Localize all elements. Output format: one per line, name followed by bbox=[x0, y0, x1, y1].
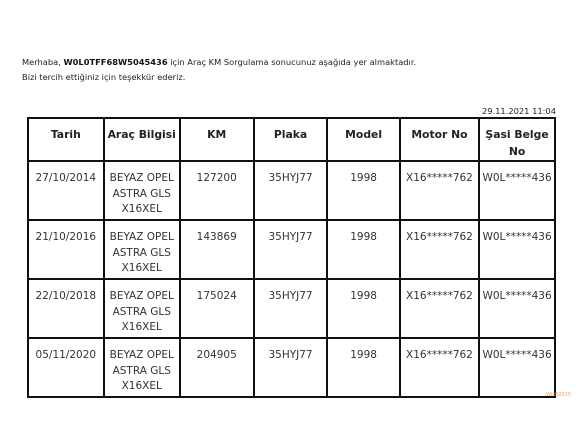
car-line: ASTRA GLS bbox=[112, 305, 171, 318]
cell-plate: 35HYJ77 bbox=[254, 279, 328, 338]
header-car-info: Araç Bilgisi bbox=[104, 118, 180, 161]
header-model: Model bbox=[327, 118, 399, 161]
vin-number: W0L0TFF68W5045436 bbox=[63, 57, 168, 67]
cell-motor-no: X16*****762 bbox=[400, 161, 479, 220]
table-row bbox=[28, 279, 555, 338]
header-date: Tarih bbox=[28, 118, 104, 161]
table-row bbox=[28, 338, 555, 397]
header-motor-no: Motor No bbox=[400, 118, 479, 161]
header-chassis-no: Şasi Belge No bbox=[479, 118, 555, 161]
cell-model: 1998 bbox=[327, 338, 399, 397]
cell-date: 21/10/2016 bbox=[28, 220, 104, 279]
header-plate: Plaka bbox=[254, 118, 328, 161]
car-line: BEYAZ OPEL bbox=[109, 231, 174, 243]
cell-model: 1998 bbox=[327, 279, 399, 338]
table-row bbox=[28, 161, 555, 220]
greeting-text: Merhaba, bbox=[22, 57, 64, 67]
cell-chassis-no: W0L*****436 bbox=[479, 220, 555, 279]
cell-car-info bbox=[104, 279, 180, 338]
car-line: X16XEL bbox=[121, 321, 162, 333]
header-km: KM bbox=[180, 118, 254, 161]
cell-plate: 35HYJ77 bbox=[254, 338, 328, 397]
cell-plate: 35HYJ77 bbox=[254, 220, 328, 279]
cell-km: 127200 bbox=[180, 161, 254, 220]
table-row bbox=[28, 220, 555, 279]
cell-model: 1998 bbox=[327, 161, 399, 220]
cell-km: 143869 bbox=[180, 220, 254, 279]
car-line: ASTRA GLS bbox=[112, 364, 171, 377]
car-line: X16XEL bbox=[121, 203, 162, 215]
cell-km: 175024 bbox=[180, 279, 254, 338]
km-history-table bbox=[27, 117, 556, 398]
cell-motor-no: X16*****762 bbox=[400, 338, 479, 397]
report-timestamp: 29.11.2021 11:04 bbox=[481, 106, 556, 116]
cell-car-info bbox=[104, 338, 180, 397]
cell-car-info bbox=[104, 220, 180, 279]
cell-chassis-no: W0L*****436 bbox=[479, 338, 555, 397]
car-line: X16XEL bbox=[121, 262, 162, 274]
car-line: BEYAZ OPEL bbox=[109, 349, 174, 361]
car-line: BEYAZ OPEL bbox=[109, 290, 174, 302]
watermark-text: Wix82025 bbox=[546, 392, 572, 398]
cell-car-info bbox=[104, 161, 180, 220]
greeting-line bbox=[22, 55, 416, 70]
cell-km: 204905 bbox=[180, 338, 254, 397]
cell-model: 1998 bbox=[327, 220, 399, 279]
thanks-line: Bizi tercih ettiğiniz için teşekkür ederiz. bbox=[22, 72, 186, 82]
cell-plate: 35HYJ77 bbox=[254, 161, 328, 220]
car-line: BEYAZ OPEL bbox=[109, 172, 174, 184]
cell-date: 22/10/2018 bbox=[28, 279, 104, 338]
car-line: X16XEL bbox=[121, 380, 162, 392]
car-line: ASTRA GLS bbox=[112, 187, 171, 200]
message-text: için Araç KM Sorgulama sonucunuz aşağıda yer almaktadır. bbox=[167, 57, 417, 67]
car-line: ASTRA GLS bbox=[112, 246, 171, 259]
cell-date: 05/11/2020 bbox=[28, 338, 104, 397]
cell-motor-no: X16*****762 bbox=[400, 220, 479, 279]
cell-chassis-no: W0L*****436 bbox=[479, 161, 555, 220]
cell-date: 27/10/2014 bbox=[28, 161, 104, 220]
cell-chassis-no: W0L*****436 bbox=[479, 279, 555, 338]
intro-message bbox=[22, 55, 416, 85]
cell-motor-no: X16*****762 bbox=[400, 279, 479, 338]
table-header-row bbox=[28, 118, 555, 161]
